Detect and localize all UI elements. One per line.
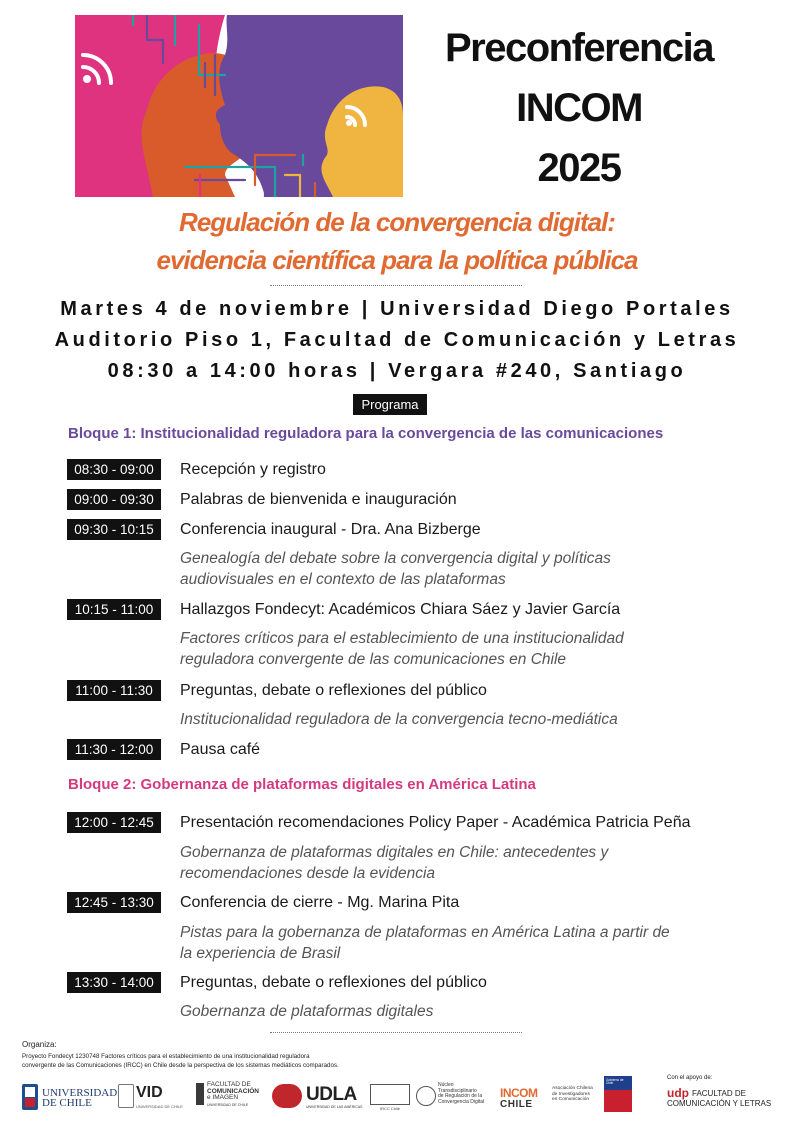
time-badge: 09:00 - 09:30 bbox=[67, 489, 161, 510]
activity-title: Recepción y registro bbox=[180, 461, 326, 478]
con-apoyo-label: Con el apoyo de: bbox=[667, 1075, 713, 1081]
description-line: Pistas para la gobernanza de plataformas en América Latina a partir de bbox=[180, 924, 670, 941]
udla-logo: UDLA UNIVERSIDAD DE LAS AMÉRICAS bbox=[272, 1081, 364, 1113]
activity-description bbox=[180, 549, 740, 590]
programa-badge: Programa bbox=[353, 394, 427, 415]
description-line: Factores críticos para el establecimiento de una institucionalidad bbox=[180, 630, 624, 647]
ircc-logo: IRCC Chile bbox=[370, 1084, 410, 1112]
emblem-icon bbox=[196, 1083, 204, 1105]
description-line: Gobernanza de plataformas digitales bbox=[180, 1003, 434, 1020]
subtitle-line-2: evidencia científica para la política pública bbox=[156, 245, 638, 275]
project-line: convergente de las Comunicaciones (IRCC) en Chile desde la perspectiva de los sistemas mediáticos comparados. bbox=[22, 1061, 339, 1069]
activity-title: Palabras de bienvenida e inauguración bbox=[180, 491, 457, 508]
activity-title: Presentación recomendaciones Policy Paper - Académica Patricia Peña bbox=[180, 814, 691, 831]
description-line: audiovisuales en el contexto de las plataformas bbox=[180, 570, 506, 588]
emblem-icon bbox=[118, 1084, 134, 1108]
activity-title: Hallazgos Fondecyt: Académicos Chiara Sáez y Javier García bbox=[180, 601, 621, 618]
subtitle-line-1: Regulación de la convergencia digital: bbox=[179, 207, 615, 237]
activity-description bbox=[180, 629, 740, 670]
nucleo-logo: Núcleo Transdisciplinario de Regulación de la Convergencia Digital bbox=[416, 1083, 496, 1113]
activity-title: Conferencia de cierre - Mg. Marina Pita bbox=[180, 894, 460, 911]
time-badge: 13:30 - 14:00 bbox=[67, 972, 161, 993]
vid-logo: VID UNIVERSIDAD DE CHILE bbox=[118, 1084, 188, 1114]
description-line: Genealogía del debate sobre la convergencia digital y políticas bbox=[180, 550, 611, 567]
wifi-dot-icon bbox=[83, 75, 91, 83]
info-date-venue: Martes 4 de noviembre | Universidad Diego Portales bbox=[60, 298, 734, 320]
activity-description bbox=[180, 923, 740, 964]
activity-description bbox=[180, 710, 740, 731]
udp-logo: udp FACULTAD DE COMUNICACIÓN Y LETRAS bbox=[667, 1086, 772, 1108]
description-line: recomendaciones desde la evidencia bbox=[180, 864, 436, 882]
udla-emblem-icon bbox=[272, 1084, 302, 1108]
fci-logo: FACULTAD DE COMUNICACIÓN e IMAGEN UNIVERSIDAD DE CHILE bbox=[196, 1080, 268, 1114]
activity-title: Preguntas, debate o reflexiones del público bbox=[180, 682, 487, 699]
info-auditorium: Auditorio Piso 1, Facultad de Comunicación y Letras bbox=[54, 329, 740, 351]
event-subtitle bbox=[20, 203, 774, 279]
dotted-divider-bottom bbox=[270, 1032, 522, 1033]
organiza-label: Organiza: bbox=[22, 1040, 57, 1049]
conference-title bbox=[420, 18, 738, 198]
time-badge: 09:30 - 10:15 bbox=[67, 519, 161, 540]
description-line: la experiencia de Brasil bbox=[180, 944, 341, 962]
activity-description bbox=[180, 1002, 740, 1023]
time-badge: 08:30 - 09:00 bbox=[67, 459, 161, 480]
circle-emblem-icon bbox=[416, 1086, 436, 1106]
block-1-title: Bloque 1: Institucionalidad reguladora para la convergencia de las comunicaciones bbox=[68, 425, 664, 442]
activity-title: Conferencia inaugural - Dra. Ana Bizberge bbox=[180, 521, 481, 538]
info-hours-address: 08:30 a 14:00 horas | Vergara #240, Santiago bbox=[107, 360, 687, 382]
incom-chile-logo: INCOM CHILE Asociación Chilena de Investigadores en Comunicación bbox=[500, 1086, 593, 1110]
project-description bbox=[22, 1053, 422, 1070]
time-badge: 12:00 - 12:45 bbox=[67, 812, 161, 833]
shield-icon bbox=[22, 1084, 38, 1110]
map-icon bbox=[370, 1084, 410, 1105]
description-line: Institucionalidad reguladora de la convergencia tecno-mediática bbox=[180, 711, 618, 728]
time-badge: 10:15 - 11:00 bbox=[67, 599, 161, 620]
block-2-title: Bloque 2: Gobernanza de plataformas digitales en América Latina bbox=[68, 776, 536, 793]
description-line: Gobernanza de plataformas digitales en Chile: antecedentes y bbox=[180, 844, 609, 861]
uchile-logo: UNIVERSIDAD DE CHILE bbox=[22, 1080, 112, 1114]
project-line: Proyecto Fondecyt 1230748 Factores críticos para el establecimiento de una institucionalidad reguladora bbox=[22, 1053, 310, 1060]
activity-title: Pausa café bbox=[180, 741, 261, 758]
gobierno-logo: Gobierno de Chile bbox=[604, 1076, 632, 1112]
dotted-divider-top bbox=[270, 285, 522, 286]
hero-illustration bbox=[75, 15, 403, 197]
activity-title: Preguntas, debate o reflexiones del público bbox=[180, 974, 487, 991]
description-line: reguladora convergente de las comunicaciones en Chile bbox=[180, 650, 567, 668]
activity-description bbox=[180, 843, 740, 884]
title-line-2: INCOM bbox=[516, 86, 642, 130]
title-line-3: 2025 bbox=[537, 146, 621, 190]
time-badge: 12:45 - 13:30 bbox=[67, 892, 161, 913]
title-line-1: Preconferencia bbox=[444, 26, 714, 70]
time-badge: 11:00 - 11:30 bbox=[67, 680, 161, 701]
event-info bbox=[0, 294, 794, 387]
time-badge: 11:30 - 12:00 bbox=[67, 739, 161, 760]
